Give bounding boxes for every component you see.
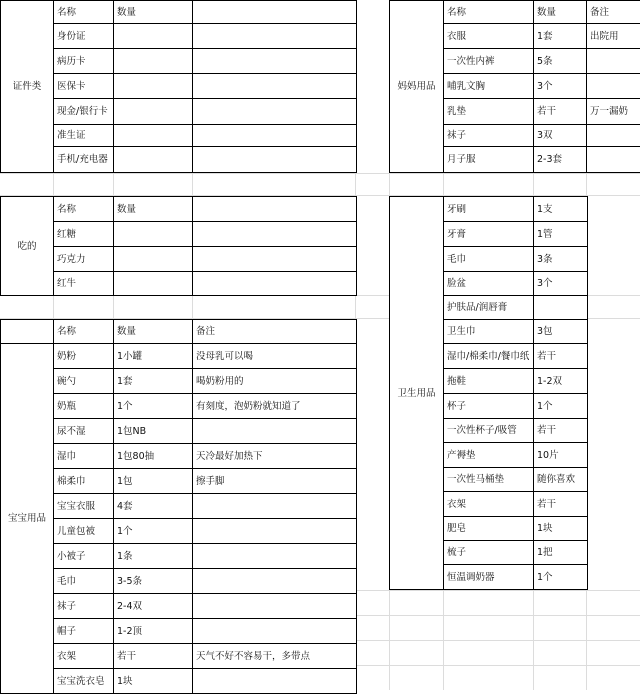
note-cell[interactable]: 天气不好不容易干，多带点 [193, 644, 357, 669]
quantity-cell[interactable]: 2-4双 [114, 594, 193, 619]
quantity-cell[interactable] [114, 49, 193, 74]
note-cell[interactable]: 万一漏奶 [587, 99, 640, 125]
hygiene-items-table [389, 196, 588, 590]
category-cell: 吃的 [1, 197, 54, 296]
quantity-cell[interactable]: 4套 [114, 494, 193, 519]
quantity-cell[interactable]: 3个 [534, 74, 587, 99]
name-cell[interactable]: 尿不湿 [54, 419, 114, 444]
table-row [1, 594, 357, 619]
quantity-cell[interactable]: 1把 [534, 541, 588, 565]
quantity-cell[interactable] [114, 125, 193, 147]
name-cell[interactable]: 红糖 [54, 222, 114, 247]
name-cell[interactable]: 拖鞋 [444, 369, 534, 394]
quantity-cell[interactable]: 10片 [534, 443, 588, 468]
quantity-cell[interactable]: 若干 [534, 492, 588, 517]
quantity-cell[interactable]: 1个 [114, 519, 193, 544]
table-row [1, 544, 357, 569]
quantity-cell[interactable] [534, 296, 588, 320]
table-row [1, 125, 357, 147]
quantity-cell[interactable]: 1个 [534, 565, 588, 590]
quantity-cell[interactable]: 1包NB [114, 419, 193, 444]
name-cell[interactable]: 病历卡 [54, 49, 114, 74]
name-cell[interactable]: 杯子 [444, 394, 534, 419]
quantity-cell[interactable]: 1套 [534, 24, 587, 49]
note-cell[interactable] [193, 49, 357, 74]
note-cell[interactable] [587, 49, 640, 74]
quantity-cell[interactable]: 若干 [534, 419, 588, 443]
quantity-cell[interactable] [114, 99, 193, 125]
name-cell[interactable]: 帽子 [54, 619, 114, 644]
name-cell[interactable]: 卫生巾 [444, 320, 534, 344]
table-row [1, 469, 357, 494]
note-cell[interactable]: 出院用 [587, 24, 640, 49]
name-cell[interactable]: 一次性内裤 [444, 49, 534, 74]
header-cell[interactable]: 数量 [114, 320, 193, 344]
note-cell[interactable] [193, 74, 357, 99]
note-cell[interactable] [587, 147, 640, 173]
table-row [1, 644, 357, 669]
name-cell[interactable]: 湿巾 [54, 444, 114, 469]
name-cell[interactable]: 衣架 [444, 492, 534, 517]
name-cell[interactable]: 奶粉 [54, 344, 114, 369]
header-cell[interactable]: 名称 [54, 197, 114, 222]
name-cell[interactable]: 护肤品/润唇膏 [444, 296, 534, 320]
quantity-cell[interactable]: 1包 [114, 469, 193, 494]
name-cell[interactable]: 医保卡 [54, 74, 114, 99]
header-cell[interactable]: 备注 [193, 320, 357, 344]
quantity-cell[interactable]: 3-5条 [114, 569, 193, 594]
table-row [1, 49, 357, 74]
category-cell: 宝宝用品 [1, 344, 54, 694]
note-cell[interactable] [193, 125, 357, 147]
table-row [1, 519, 357, 544]
table-header-row [1, 1, 357, 24]
quantity-cell[interactable]: 2-3套 [534, 147, 587, 173]
category-cell: 证件类 [1, 1, 54, 173]
name-cell[interactable]: 袜子 [54, 594, 114, 619]
note-cell[interactable] [587, 125, 640, 147]
note-cell[interactable]: 擦手脚 [193, 469, 357, 494]
header-cell[interactable]: 数量 [534, 1, 587, 24]
table-row [1, 147, 357, 173]
name-cell[interactable]: 宝宝洗衣皂 [54, 669, 114, 694]
note-cell[interactable] [193, 272, 357, 296]
note-cell[interactable] [193, 619, 357, 644]
table-row [1, 344, 357, 369]
name-cell[interactable]: 湿巾/棉柔巾/餐巾纸 [444, 344, 534, 369]
name-cell[interactable]: 红牛 [54, 272, 114, 296]
quantity-cell[interactable]: 1块 [114, 669, 193, 694]
note-cell[interactable] [193, 569, 357, 594]
name-cell[interactable]: 衣架 [54, 644, 114, 669]
name-cell[interactable]: 准生证 [54, 125, 114, 147]
quantity-cell[interactable]: 1块 [534, 517, 588, 541]
quantity-cell[interactable]: 1-2顶 [114, 619, 193, 644]
quantity-cell[interactable]: 3个 [534, 272, 588, 296]
header-cell[interactable] [193, 1, 357, 24]
mom-items-table [389, 0, 640, 173]
header-cell[interactable]: 名称 [444, 1, 534, 24]
header-cell[interactable]: 数量 [114, 1, 193, 24]
quantity-cell[interactable]: 随你喜欢 [534, 468, 588, 492]
header-cell[interactable] [193, 197, 357, 222]
quantity-cell[interactable] [114, 74, 193, 99]
name-cell[interactable]: 现金/银行卡 [54, 99, 114, 125]
name-cell[interactable]: 袜子 [444, 125, 534, 147]
table-row [1, 74, 357, 99]
quantity-cell[interactable]: 3包 [534, 320, 588, 344]
quantity-cell[interactable]: 若干 [534, 99, 587, 125]
table-header-row [1, 197, 357, 222]
note-cell[interactable] [193, 147, 357, 173]
name-cell[interactable]: 肥皂 [444, 517, 534, 541]
quantity-cell[interactable]: 1包80抽 [114, 444, 193, 469]
name-cell[interactable]: 儿童包被 [54, 519, 114, 544]
name-cell[interactable]: 梳子 [444, 541, 534, 565]
quantity-cell[interactable]: 1支 [534, 197, 588, 222]
note-cell[interactable] [193, 24, 357, 49]
food-table [0, 196, 357, 296]
name-cell[interactable]: 巧克力 [54, 247, 114, 272]
note-cell[interactable] [193, 519, 357, 544]
name-cell[interactable]: 宝宝衣服 [54, 494, 114, 519]
header-cell[interactable]: 备注 [587, 1, 640, 24]
quantity-cell[interactable]: 3条 [534, 247, 588, 272]
quantity-cell[interactable] [114, 222, 193, 247]
quantity-cell[interactable]: 若干 [114, 644, 193, 669]
quantity-cell[interactable]: 1套 [114, 369, 193, 394]
quantity-cell[interactable] [114, 247, 193, 272]
name-cell[interactable]: 产褥垫 [444, 443, 534, 468]
category-cell: 妈妈用品 [390, 1, 444, 173]
table-row [1, 444, 357, 469]
note-cell[interactable] [193, 222, 357, 247]
name-cell[interactable]: 脸盆 [444, 272, 534, 296]
table-header-row [1, 320, 357, 344]
table-header-row [390, 1, 640, 24]
name-cell[interactable]: 牙刷 [444, 197, 534, 222]
name-cell[interactable]: 手机/充电器 [54, 147, 114, 173]
table-row [1, 222, 357, 247]
name-cell[interactable]: 毛巾 [444, 247, 534, 272]
name-cell[interactable]: 月子服 [444, 147, 534, 173]
note-cell[interactable] [193, 419, 357, 444]
baby-items-table [0, 319, 357, 694]
quantity-cell[interactable]: 1-2双 [534, 369, 588, 394]
name-cell[interactable]: 小被子 [54, 544, 114, 569]
quantity-cell[interactable]: 1条 [114, 544, 193, 569]
table-row [1, 394, 357, 419]
name-cell[interactable]: 乳垫 [444, 99, 534, 125]
name-cell[interactable]: 一次性杯子/吸管 [444, 419, 534, 443]
quantity-cell[interactable] [114, 272, 193, 296]
table-row [1, 24, 357, 49]
header-cell[interactable]: 名称 [54, 320, 114, 344]
name-cell[interactable]: 哺乳文胸 [444, 74, 534, 99]
quantity-cell[interactable] [114, 24, 193, 49]
name-cell[interactable]: 身份证 [54, 24, 114, 49]
quantity-cell[interactable]: 1个 [114, 394, 193, 419]
note-cell[interactable] [193, 544, 357, 569]
name-cell[interactable]: 碗勺 [54, 369, 114, 394]
note-cell[interactable] [193, 494, 357, 519]
table-row [390, 197, 588, 222]
quantity-cell[interactable]: 5条 [534, 49, 587, 74]
note-cell[interactable] [193, 99, 357, 125]
note-cell[interactable]: 喝奶粉用的 [193, 369, 357, 394]
header-cell[interactable]: 名称 [54, 1, 114, 24]
name-cell[interactable]: 棉柔巾 [54, 469, 114, 494]
empty-cell[interactable] [1, 320, 54, 344]
quantity-cell[interactable]: 1管 [534, 222, 588, 247]
table-row [1, 272, 357, 296]
table-row [1, 619, 357, 644]
gridline [0, 173, 640, 174]
note-cell[interactable]: 天冷最好加热下 [193, 444, 357, 469]
note-cell[interactable]: 有刻度，泡奶粉就知道了 [193, 394, 357, 419]
note-cell[interactable]: 没母乳可以喝 [193, 344, 357, 369]
name-cell[interactable]: 牙膏 [444, 222, 534, 247]
table-row [1, 569, 357, 594]
category-cell: 卫生用品 [390, 197, 444, 590]
name-cell[interactable]: 恒温调奶器 [444, 565, 534, 590]
note-cell[interactable] [193, 594, 357, 619]
note-cell[interactable] [193, 247, 357, 272]
name-cell[interactable]: 衣服 [444, 24, 534, 49]
table-row [1, 369, 357, 394]
documents-table [0, 0, 357, 173]
table-row [1, 247, 357, 272]
quantity-cell[interactable]: 若干 [534, 344, 588, 369]
table-row [1, 494, 357, 519]
note-cell[interactable] [587, 74, 640, 99]
table-row [1, 99, 357, 125]
quantity-cell[interactable]: 3双 [534, 125, 587, 147]
table-row [1, 419, 357, 444]
name-cell[interactable]: 奶瓶 [54, 394, 114, 419]
quantity-cell[interactable] [114, 147, 193, 173]
quantity-cell[interactable]: 1个 [534, 394, 588, 419]
quantity-cell[interactable]: 1小罐 [114, 344, 193, 369]
name-cell[interactable]: 一次性马桶垫 [444, 468, 534, 492]
header-cell[interactable]: 数量 [114, 197, 193, 222]
name-cell[interactable]: 毛巾 [54, 569, 114, 594]
